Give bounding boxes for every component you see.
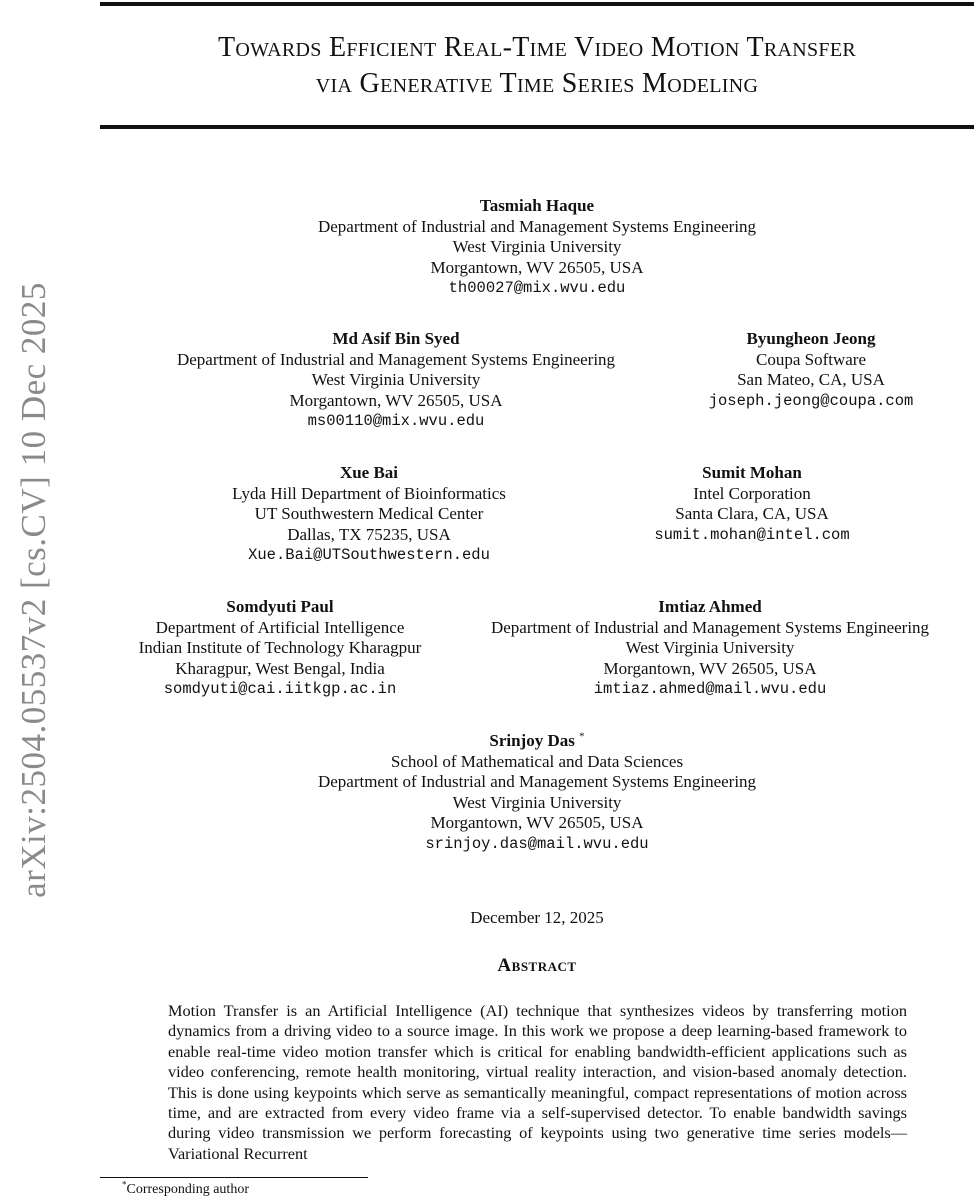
author-block	[654, 463, 849, 545]
publication-date: December 12, 2025	[470, 908, 604, 927]
author-affiliation: Dallas, TX 75235, USA	[287, 524, 451, 544]
author-block	[318, 196, 756, 299]
author-affiliation: Morgantown, WV 26505, USA	[603, 658, 817, 678]
author-affiliation: Intel Corporation	[693, 483, 811, 503]
title-top-rule	[100, 2, 974, 6]
author-name: Imtiaz Ahmed	[658, 597, 762, 616]
author-affiliation: School of Mathematical and Data Sciences	[390, 751, 684, 771]
author-name: Somdyuti Paul	[226, 597, 334, 616]
author-email: imtiaz.ahmed@mail.wvu.edu	[593, 680, 827, 698]
author-name: Tasmiah Haque	[479, 196, 595, 215]
author-email: ms00110@mix.wvu.edu	[307, 412, 485, 430]
author-affiliation: Indian Institute of Technology Kharagpur	[138, 638, 422, 657]
author-email: somdyuti@cai.iitkgp.ac.in	[163, 680, 397, 698]
author-affiliation: Department of Industrial and Management Systems Engineering	[176, 349, 616, 369]
footnote-marker: *	[122, 1179, 127, 1190]
author-block	[318, 731, 756, 854]
author-affiliation: Morgantown, WV 26505, USA	[430, 813, 644, 832]
author-affiliation: Department of Industrial and Management Systems Engineering	[490, 617, 930, 637]
author-block	[491, 597, 929, 700]
footnote-text: Corresponding author	[126, 1182, 249, 1197]
author-name: Md Asif Bin Syed	[332, 329, 460, 348]
author-block	[177, 329, 615, 432]
author-affiliation: Morgantown, WV 26505, USA	[289, 390, 503, 410]
abstract-text: Motion Transfer is an Artificial Intelligence (AI) technique that synthesizes videos by transferring motion dynamics from a driving video to a source image. In this work we propose a deep learning-based framework to enable real-time video motion transfer which is critical for enabling bandwidth-efficient applications such as video conferencing, remote health monitoring, virtual reality interaction, and vision-based anomaly detection. This is done using keypoints which serve as semantically meaningful, compact representations of motion across time, and are extracted from every video frame via a self-supervised detector. To enable bandwidth savings during video transmission we perform forecasting of keypoints using two generative time series models—Variational Recurrent	[168, 1001, 907, 1163]
author-affiliation: Kharagpur, West Bengal, India	[175, 658, 385, 678]
author-affiliation: West Virginia University	[452, 237, 622, 256]
title-line-2: via Generative Time Series Modeling	[315, 68, 759, 99]
author-affiliation: Department of Artificial Intelligence	[155, 617, 405, 637]
author-email: th00027@mix.wvu.edu	[448, 279, 626, 297]
author-name: Byungheon Jeong	[746, 329, 876, 348]
author-name: Xue Bai	[339, 463, 399, 482]
author-email: joseph.jeong@coupa.com	[708, 391, 914, 410]
author-affiliation: West Virginia University	[625, 638, 795, 657]
author-affiliation: Department of Industrial and Management Systems Engineering	[317, 216, 757, 236]
author-affiliation: West Virginia University	[311, 370, 481, 389]
author-affiliation: Santa Clara, CA, USA	[675, 504, 829, 523]
title-bottom-rule	[100, 125, 974, 129]
author-email: Xue.Bai@UTSouthwestern.edu	[248, 546, 490, 564]
arxiv-sidebar-stamp: arXiv:2504.05537v2 [cs.CV] 10 Dec 2025	[14, 282, 53, 898]
author-block	[232, 463, 506, 566]
author-block	[139, 597, 422, 700]
author-affiliation: San Mateo, CA, USA	[737, 370, 885, 389]
author-affiliation: UT Southwestern Medical Center	[254, 504, 484, 523]
paper-title	[100, 30, 974, 102]
author-affiliation: Department of Industrial and Management Systems Engineering	[317, 772, 757, 791]
author-email: srinjoy.das@mail.wvu.edu	[425, 834, 649, 853]
footnote-rule	[100, 1177, 368, 1178]
author-affiliation: Lyda Hill Department of Bioinformatics	[232, 483, 506, 503]
author-affiliation: Morgantown, WV 26505, USA	[430, 257, 644, 277]
title-line-1: Towards Efficient Real-Time Video Motion Transfer	[218, 32, 856, 63]
corresponding-author-marker: *	[579, 730, 585, 743]
author-name-text: Srinjoy Das	[489, 731, 575, 750]
author-block	[709, 329, 914, 411]
author-email: sumit.mohan@intel.com	[654, 525, 850, 544]
author-affiliation: West Virginia University	[452, 792, 622, 812]
footnote	[122, 1179, 249, 1198]
author-name: Sumit Mohan	[702, 463, 802, 482]
author-name	[318, 731, 756, 752]
abstract-heading: Abstract	[497, 955, 577, 976]
author-affiliation: Coupa Software	[755, 349, 867, 369]
